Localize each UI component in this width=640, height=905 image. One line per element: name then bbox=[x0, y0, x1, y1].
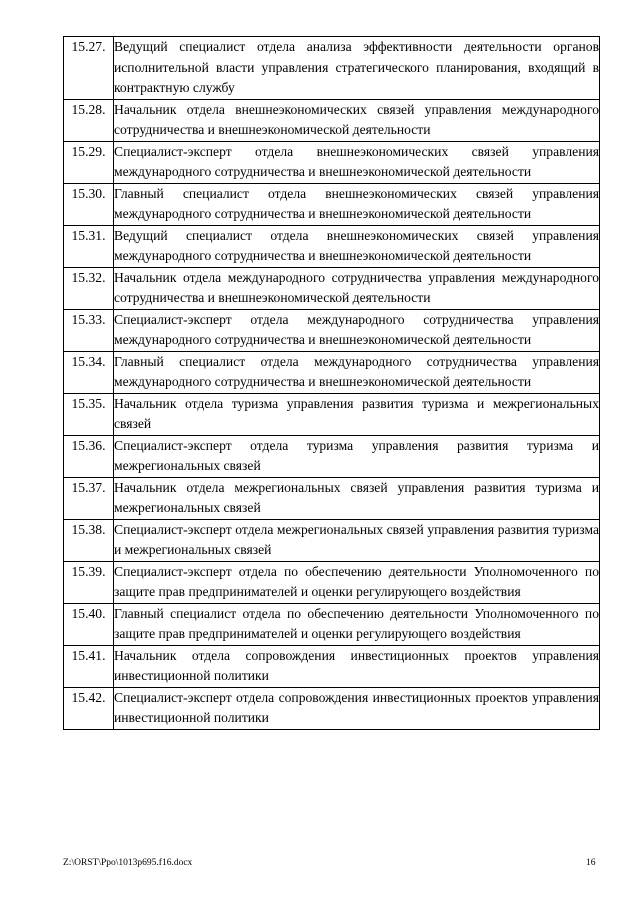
position-title: Главный специалист отдела внешнеэкономических связей управления международного сотрудничества и внешнеэкономической деятельности bbox=[114, 183, 600, 225]
positions-table-body bbox=[64, 37, 600, 730]
row-number: 15.39. bbox=[64, 561, 114, 603]
table-row bbox=[64, 561, 600, 603]
position-title: Начальник отдела сопровождения инвестиционных проектов управления инвестиционной политики bbox=[114, 645, 600, 687]
position-title: Начальник отдела внешнеэкономических связей управления международного сотрудничества и внешнеэкономической деятельности bbox=[114, 99, 600, 141]
table-row bbox=[64, 99, 600, 141]
page-number: 16 bbox=[586, 858, 596, 868]
position-title: Главный специалист отдела международного сотрудничества управления международного сотрудничества и внешнеэкономической деятельности bbox=[114, 351, 600, 393]
table-row bbox=[64, 603, 600, 645]
table-row bbox=[64, 519, 600, 561]
table-row bbox=[64, 477, 600, 519]
table-row bbox=[64, 393, 600, 435]
position-title: Главный специалист отдела по обеспечению деятельности Уполномоченного по защите прав предпринимателей и оценки регулирующего воздействия bbox=[114, 603, 600, 645]
table-row bbox=[64, 351, 600, 393]
positions-table bbox=[63, 36, 600, 730]
row-number: 15.28. bbox=[64, 99, 114, 141]
table-row bbox=[64, 687, 600, 729]
position-title: Специалист-эксперт отдела межрегиональных связей управления развития туризма и межрегиональных связей bbox=[114, 519, 600, 561]
table-row bbox=[64, 141, 600, 183]
row-number: 15.38. bbox=[64, 519, 114, 561]
row-number: 15.35. bbox=[64, 393, 114, 435]
row-number: 15.41. bbox=[64, 645, 114, 687]
table-row bbox=[64, 267, 600, 309]
row-number: 15.30. bbox=[64, 183, 114, 225]
position-title: Специалист-эксперт отдела туризма управления развития туризма и межрегиональных связей bbox=[114, 435, 600, 477]
table-row bbox=[64, 37, 600, 100]
row-number: 15.36. bbox=[64, 435, 114, 477]
footer-file-path: Z:\ORST\Ppo\1013p695.f16.docx bbox=[63, 858, 193, 868]
position-title: Специалист-эксперт отдела внешнеэкономических связей управления международного сотрудничества и внешнеэкономической деятельности bbox=[114, 141, 600, 183]
row-number: 15.31. bbox=[64, 225, 114, 267]
position-title: Ведущий специалист отдела анализа эффективности деятельности органов исполнительной власти управления стратегического планирования, входящий в контрактную службу bbox=[114, 37, 600, 100]
row-number: 15.27. bbox=[64, 37, 114, 100]
position-title: Специалист-эксперт отдела по обеспечению деятельности Уполномоченного по защите прав предпринимателей и оценки регулирующего воздействия bbox=[114, 561, 600, 603]
position-title: Ведущий специалист отдела внешнеэкономических связей управления международного сотрудничества и внешнеэкономической деятельности bbox=[114, 225, 600, 267]
position-title: Специалист-эксперт отдела международного сотрудничества управления международного сотрудничества и внешнеэкономической деятельности bbox=[114, 309, 600, 351]
row-number: 15.34. bbox=[64, 351, 114, 393]
table-row bbox=[64, 435, 600, 477]
row-number: 15.29. bbox=[64, 141, 114, 183]
row-number: 15.37. bbox=[64, 477, 114, 519]
position-title: Начальник отдела межрегиональных связей управления развития туризма и межрегиональных связей bbox=[114, 477, 600, 519]
position-title: Начальник отдела международного сотрудничества управления международного сотрудничества и внешнеэкономической деятельности bbox=[114, 267, 600, 309]
position-title: Специалист-эксперт отдела сопровождения инвестиционных проектов управления инвестиционной политики bbox=[114, 687, 600, 729]
row-number: 15.32. bbox=[64, 267, 114, 309]
row-number: 15.42. bbox=[64, 687, 114, 729]
row-number: 15.33. bbox=[64, 309, 114, 351]
table-row bbox=[64, 225, 600, 267]
row-number: 15.40. bbox=[64, 603, 114, 645]
position-title: Начальник отдела туризма управления развития туризма и межрегиональных связей bbox=[114, 393, 600, 435]
table-row bbox=[64, 183, 600, 225]
table-row bbox=[64, 645, 600, 687]
table-row bbox=[64, 309, 600, 351]
